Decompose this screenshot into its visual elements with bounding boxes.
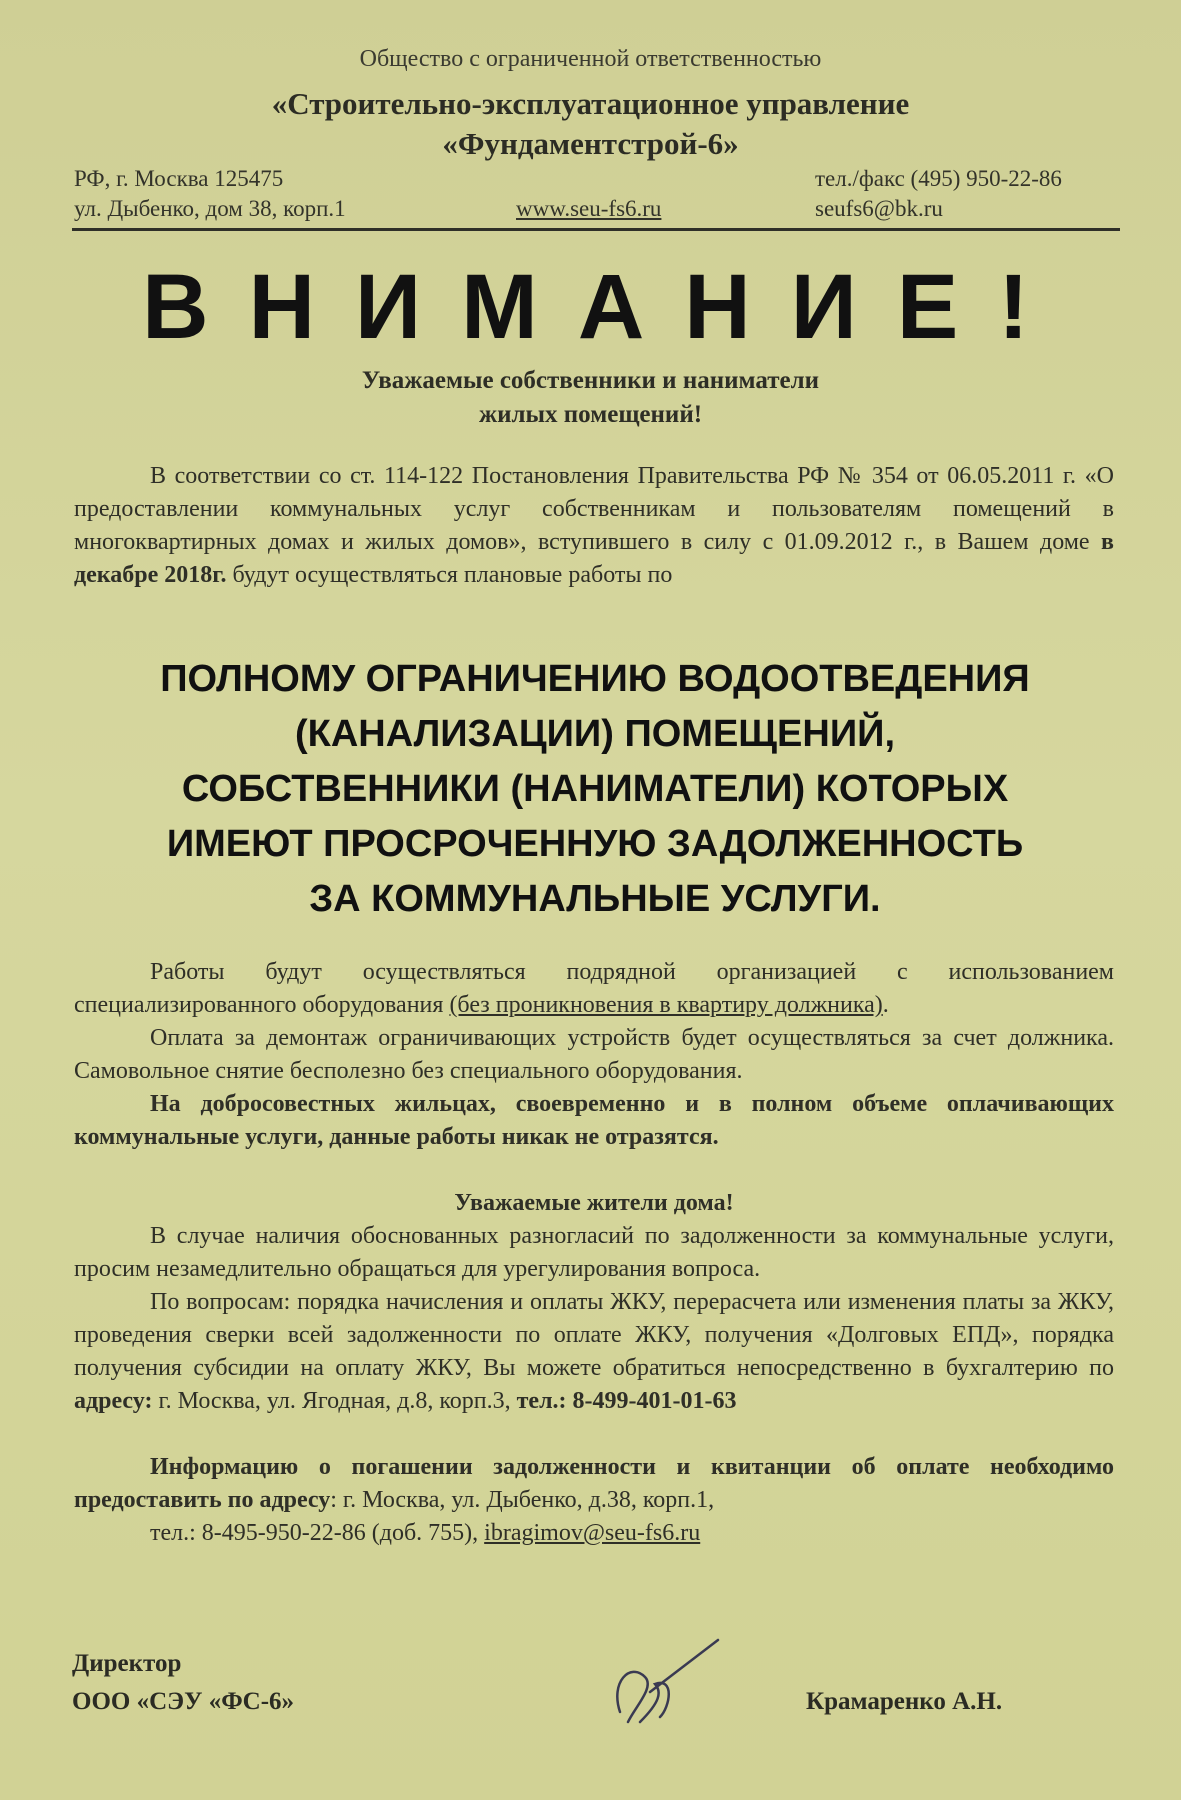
org-type: Общество с ограниченной ответственностью xyxy=(359,46,822,72)
payment-paragraph: Оплата за демонтаж ограничивающих устройств будет осуществляться за счет должника. Самовольное снятие бесполезно без специального оборудования. xyxy=(74,1025,1114,1084)
address-line1: РФ, г. Москва 125475 xyxy=(74,166,284,191)
questions-text-1: По вопросам: порядка начисления и оплаты ЖКУ, перерасчета или изменения платы за ЖКУ, проведения сверки всей задолженности по оплате ЖКУ, получения «Долговых ЕПД», порядка получения субсидии на оплату ЖКУ, Вы можете обратиться непосредственно в бухгалтерию по xyxy=(74,1289,1114,1381)
headline-line2: (КАНАЛИЗАЦИИ) ПОМЕЩЕНИЙ, xyxy=(294,713,896,755)
greeting-line1: Уважаемые собственники и наниматели xyxy=(361,367,820,394)
org-name-line2: «Фундаментстрой-6» xyxy=(442,126,739,161)
intro-text-1: В соответствии со ст. 114-122 Постановления Правительства РФ № 354 от 06.05.2011 г. «О предоставлении коммунальных услуг собственникам и пользователям помещений в многоквартирных домах и жилых домов», вступившего в силу с 01.09.2012 г., в Вашем доме xyxy=(74,463,1114,555)
works-underlined: (без проникновения в квартиру должника) xyxy=(449,992,883,1018)
works-paragraph xyxy=(74,956,1114,1022)
info-bold: Информацию о погашении задолженности и квитанции об оплате необходимо предоставить по адресу xyxy=(74,1454,1114,1513)
info-paragraph xyxy=(74,1451,1114,1517)
questions-phone: тел.: 8-499-401-01-63 xyxy=(516,1388,737,1414)
intro-date: в декабре 2018г. xyxy=(74,529,1114,588)
headline-line5: ЗА КОММУНАЛЬНЫЕ УСЛУГИ. xyxy=(309,878,881,920)
email-link[interactable]: seufs6@bk.ru xyxy=(815,196,943,221)
questions-address-label: адресу: xyxy=(74,1388,153,1414)
phone-fax: тел./факс (495) 950-22-86 xyxy=(815,166,1062,191)
signature-position: Директор xyxy=(72,1650,182,1677)
headline xyxy=(60,652,1130,927)
residents-greeting: Уважаемые жители дома! xyxy=(454,1190,734,1216)
info-email-link[interactable]: ibragimov@seu-fs6.ru xyxy=(484,1520,701,1546)
info-phone: тел.: 8-495-950-22-86 (доб. 755), xyxy=(150,1520,485,1546)
headline-line1: ПОЛНОМУ ОГРАНИЧЕНИЮ ВОДООТВЕДЕНИЯ xyxy=(160,658,1030,700)
works-text-1: Работы будут осуществляться подрядной организацией с использованием специализированного оборудования xyxy=(74,959,1114,1018)
handwritten-signature xyxy=(600,1622,730,1732)
org-name-line1: «Строительно-эксплуатационное управление xyxy=(271,86,910,121)
info-contacts xyxy=(74,1517,1114,1550)
disagreement-paragraph: В случае наличия обоснованных разногласий по задолженности за коммунальные услуги, просим незамедлительно обращаться для урегулирования вопроса. xyxy=(74,1223,1114,1282)
header-divider xyxy=(72,228,1120,231)
headline-line3: СОБСТВЕННИКИ (НАНИМАТЕЛИ) КОТОРЫХ xyxy=(181,768,1009,810)
headline-line4: ИМЕЮТ ПРОСРОЧЕННУЮ ЗАДОЛЖЕННОСТЬ xyxy=(166,823,1024,865)
good-residents-paragraph: На добросовестных жильцах, своевременно и в полном объеме оплачивающих коммунальные услуги, данные работы никак не отразятся. xyxy=(74,1091,1114,1150)
attention-title: ВНИМАНИЕ! xyxy=(142,256,1069,358)
address-line2: ул. Дыбенко, дом 38, корп.1 xyxy=(74,196,346,221)
body-paragraphs xyxy=(74,956,1114,1550)
org-name xyxy=(0,84,1181,164)
signature-company: ООО «СЭУ «ФС-6» xyxy=(72,1688,295,1715)
website-link[interactable]: www.seu-fs6.ru xyxy=(516,196,662,221)
signature-name: Крамаренко А.Н. xyxy=(806,1688,1003,1715)
questions-text-2: г. Москва, ул. Ягодная, д.8, корп.3, xyxy=(152,1388,517,1414)
greeting xyxy=(0,364,1181,432)
questions-paragraph xyxy=(74,1286,1114,1418)
greeting-line2: жилых помещений! xyxy=(478,401,703,428)
info-address: : г. Москва, ул. Дыбенко, д.38, корп.1, xyxy=(330,1487,715,1513)
intro-text-2: будут осуществляться плановые работы по xyxy=(226,562,673,588)
works-text-2: . xyxy=(882,992,889,1018)
intro-paragraph xyxy=(74,460,1114,592)
